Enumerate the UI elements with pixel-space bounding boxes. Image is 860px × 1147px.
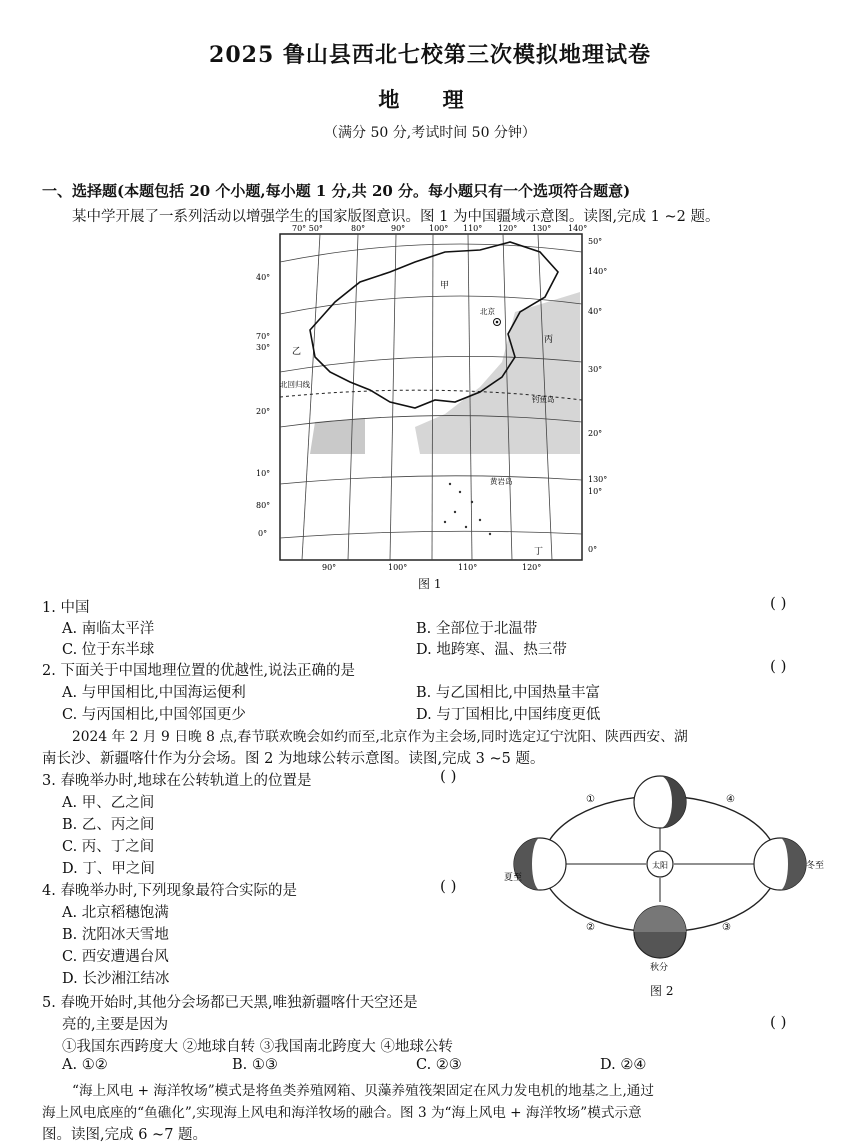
summer-solstice-label: 夏至	[504, 873, 523, 883]
q4-option-b: B. 沈阳冰天雪地	[62, 927, 169, 943]
map-lon-top: 120°	[498, 224, 518, 233]
q1-option-b: B. 全部位于北温带	[416, 621, 538, 637]
q5-option-a: A. ①②	[62, 1057, 108, 1073]
map-lon-top: 70° 50°	[292, 224, 323, 233]
q3-stem: 3. 春晚举办时,地球在公转轨道上的位置是	[42, 773, 312, 789]
map-label-ding: 丁	[534, 547, 544, 557]
q5-items: ①我国东西跨度大 ②地球自转 ③我国南北跨度大 ④地球公转	[62, 1039, 453, 1055]
q3-option-d: D. 丁、甲之间	[62, 861, 155, 877]
map-label-yi: 乙	[292, 347, 302, 357]
q5-option-c: C. ②③	[416, 1057, 462, 1073]
fig2-num-4: ④	[726, 794, 735, 805]
figure1-caption: 图 1	[418, 577, 442, 591]
map-label-tropic: 北回归线	[280, 380, 310, 389]
map-lat-left: 70°	[256, 332, 271, 341]
q4-option-d: D. 长沙湘江结冰	[62, 971, 170, 987]
winter-solstice-label: 冬至	[806, 861, 825, 871]
q4-answer-blank[interactable]: ( )	[440, 877, 457, 895]
map-lon-top: 80°	[351, 224, 366, 233]
score-note: （满分 50 分,考试时间 50 分钟）	[324, 125, 536, 141]
q2-option-a: A. 与甲国相比,中国海运便利	[62, 685, 246, 701]
map-lat-left: 40°	[256, 273, 271, 282]
map-lon-top: 110°	[463, 224, 483, 233]
exam-title: 2025 鲁山县西北七校第三次模拟地理试卷	[209, 42, 651, 68]
map-lat-right: 0°	[588, 545, 598, 554]
map-lat-right: 30°	[588, 365, 603, 374]
map-lon-bottom: 90°	[322, 563, 337, 572]
earth-revolution-diagram	[500, 772, 830, 982]
map-lon-top: 130°	[532, 224, 552, 233]
autumn-equinox-label: 秋分	[650, 963, 669, 973]
map-lon-top: 90°	[391, 224, 406, 233]
q3-option-c: C. 丙、丁之间	[62, 839, 155, 855]
intro3-line1: “海上风电 + 海洋牧场”模式是将鱼类养殖网箱、贝藻养殖筏架固定在风力发电机的地基之上,通过	[72, 1083, 654, 1099]
q3-answer-blank[interactable]: ( )	[440, 767, 457, 785]
intro2-line2: 南长沙、新疆喀什作为分会场。图 2 为地球公转示意图。读图,完成 3 ~5 题。	[42, 751, 545, 767]
fig2-num-2: ②	[586, 922, 595, 933]
map-lat-left: 10°	[256, 469, 271, 478]
q1-option-c: C. 位于东半球	[62, 642, 155, 658]
map-label-diaoyu: 钓鱼岛	[532, 395, 555, 404]
map-lon-bottom: 100°	[388, 563, 408, 572]
map-lat-right: 140°	[588, 267, 608, 276]
figure2-caption: 图 2	[650, 984, 674, 998]
map-lon-top: 100°	[429, 224, 449, 233]
map-lat-left: 20°	[256, 407, 271, 416]
q2-option-c: C. 与丙国相比,中国邻国更少	[62, 707, 246, 723]
q1-stem: 1. 中国	[42, 600, 90, 616]
q5-answer-blank[interactable]: ( )	[770, 1013, 787, 1031]
map-lat-left: 80°	[256, 501, 271, 510]
q5-option-b: B. ①③	[232, 1057, 278, 1073]
q1-answer-blank[interactable]: ( )	[770, 594, 787, 612]
intro3-line2: 海上风电底座的“鱼礁化”,实现海上风电和海洋牧场的融合。图 3 为“海上风电 + 海洋牧场”模式示意	[42, 1105, 642, 1121]
q3-option-b: B. 乙、丙之间	[62, 817, 155, 833]
map-label-jia: 甲	[440, 281, 450, 291]
map-lat-right: 20°	[588, 429, 603, 438]
section-intro: 某中学开展了一系列活动以增强学生的国家版图意识。图 1 为中国疆域示意图。读图,完成 1 ~2 题。	[72, 209, 720, 225]
map-lat-right: 130°	[588, 475, 608, 484]
q2-answer-blank[interactable]: ( )	[770, 657, 787, 675]
intro2-line1: 2024 年 2 月 9 日晚 8 点,春节联欢晚会如约而至,北京作为主会场,同时选定辽宁沈阳、陕西西安、湖	[72, 729, 688, 745]
q2-option-b: B. 与乙国相比,中国热量丰富	[416, 685, 600, 701]
section-heading: 一、选择题(本题包括 20 个小题,每小题 1 分,共 20 分。每小题只有一个选项符合题意)	[42, 182, 631, 200]
map-lon-bottom: 110°	[458, 563, 478, 572]
q5-stem-line1: 5. 春晚开始时,其他分会场都已天黑,唯独新疆喀什天空还是	[42, 995, 418, 1011]
map-lat-right: 40°	[588, 307, 603, 316]
map-label-bing: 丙	[544, 335, 554, 345]
sun-label: 太阳	[652, 861, 668, 870]
map-lat-right: 50°	[588, 237, 603, 246]
q1-option-d: D. 地跨寒、温、热三带	[416, 642, 567, 658]
map-lat-left: 30°	[256, 343, 271, 352]
fig2-num-3: ③	[722, 922, 731, 933]
china-territory-map	[240, 222, 620, 572]
q4-option-a: A. 北京稻穗饱满	[62, 905, 169, 921]
map-label-beijing: 北京	[480, 307, 495, 316]
map-lon-top: 140°	[568, 224, 588, 233]
map-label-huangyan: 黄岩岛	[490, 477, 513, 486]
fig2-num-1: ①	[586, 794, 595, 805]
q4-stem: 4. 春晚举办时,下列现象最符合实际的是	[42, 883, 298, 899]
map-lat-right: 10°	[588, 487, 603, 496]
q2-stem: 2. 下面关于中国地理位置的优越性,说法正确的是	[42, 663, 356, 679]
q3-option-a: A. 甲、乙之间	[62, 795, 155, 811]
q5-stem-line2: 亮的,主要是因为	[62, 1017, 169, 1033]
subject-title: 地 理	[378, 87, 482, 112]
intro3-line3: 图。读图,完成 6 ~7 题。	[42, 1127, 208, 1143]
q2-option-d: D. 与丁国相比,中国纬度更低	[416, 707, 601, 723]
map-lat-left: 0°	[258, 529, 268, 538]
q5-option-d: D. ②④	[600, 1057, 647, 1073]
q1-option-a: A. 南临太平洋	[62, 621, 155, 637]
q4-option-c: C. 西安遭遇台风	[62, 949, 169, 965]
map-lon-bottom: 120°	[522, 563, 542, 572]
